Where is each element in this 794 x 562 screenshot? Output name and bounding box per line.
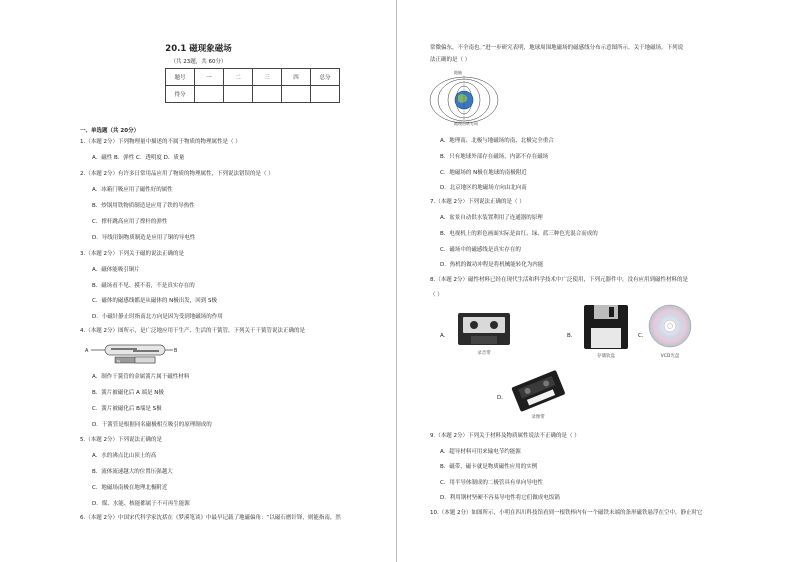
reed-magnet-n: N bbox=[117, 358, 120, 364]
question-8-cont: （ ） bbox=[430, 292, 443, 298]
option: A．超导材料可用来输电节约能源 bbox=[440, 449, 521, 455]
question-1: 1.（本题 2分）下列物理量中描述的不属于物质的物理属性是（ ） bbox=[80, 139, 241, 145]
option: D．干簧管是根据同名磁极相互吸引的原理制成的 bbox=[92, 422, 212, 428]
option: C．磁体的磁感线都是从磁体的 N极出发，回到 S极 bbox=[92, 298, 217, 304]
question-6: 6.（本题 2分）中国宋代科学家沈括在《梦溪笔谈》中最早记载了地磁偏角：“以磁石磨针锋，则能指南，然 bbox=[80, 515, 341, 521]
q8-option-b-letter: B． bbox=[567, 333, 577, 339]
option: C．用半导体制成的二极管具有单向导电性 bbox=[440, 480, 543, 486]
option: A．磁体能吸引铜片 bbox=[92, 267, 140, 273]
option: A．地理南、北极与地磁场的南、北极完全重合 bbox=[440, 138, 554, 144]
option: C．撑杆跳高应用了撑杆的弹性 bbox=[92, 219, 168, 225]
score-header-cell: 题号 bbox=[166, 69, 195, 86]
option: C．地磁场的 N极在地球的南极附近 bbox=[440, 170, 527, 176]
reed-switch-figure bbox=[85, 341, 185, 365]
option: D．北京地区的地磁场方向由北向南 bbox=[440, 185, 527, 191]
earth-rotation-label: 地理自转方向 bbox=[454, 121, 478, 126]
option: A．盆景自动供水装置利用了连通器的原理 bbox=[440, 215, 543, 221]
vcd-disc-icon bbox=[648, 304, 692, 348]
q8-option-b-caption: 存储软盘 bbox=[597, 354, 615, 359]
reed-label-a: A bbox=[85, 348, 89, 354]
score-cell[interactable] bbox=[195, 86, 224, 103]
score-header-cell: 二 bbox=[224, 69, 253, 86]
q8-option-c-caption: VCD光盘 bbox=[660, 354, 680, 359]
reed-label-b: B bbox=[174, 348, 178, 354]
q8-option-d-caption: 录像带 bbox=[531, 415, 545, 420]
question-3: 3.（本题 2分）下列关于磁的说法正确的是 bbox=[80, 251, 184, 257]
question-1-options: A．磁性 B．弹性 C．透明度 D．质量 bbox=[92, 155, 185, 161]
option: A．制作干簧管的金属簧片属于磁性材料 bbox=[92, 374, 190, 380]
question-8: 8.（本题 2分）磁性材料已经在现代生活和科学技术中广泛使用，下列元器件中，没有应用到磁性材料的是 bbox=[430, 277, 688, 283]
q8-option-c-letter: C． bbox=[638, 333, 648, 339]
question-6-cont: 法正确的是（ ） bbox=[430, 57, 471, 63]
option: D．利用钢材坚硬不容易导电性将它们做成电饭锅 bbox=[440, 495, 560, 501]
score-row-label: 得分 bbox=[166, 86, 195, 103]
question-9: 9.（本题 2分）下列关于材料及物质属性说法不正确的是（ ） bbox=[430, 433, 580, 439]
option: A．冰箱门吸应用了磁性好的属性 bbox=[92, 187, 173, 193]
score-header-cell: 一 bbox=[195, 69, 224, 86]
option: B．炒锅用铁物质制造是应用了铁的导热性 bbox=[92, 203, 195, 209]
option: D．小磁针静止时指南北方向是因为受到地磁场的作用 bbox=[92, 314, 223, 320]
option: C．地磁场南极在地理北极附近 bbox=[92, 485, 168, 491]
score-cell[interactable] bbox=[253, 86, 282, 103]
floppy-disk-icon bbox=[583, 304, 629, 350]
earth-axis-label: 地轴 bbox=[454, 70, 462, 75]
q8-option-a-caption: 录音带 bbox=[477, 351, 491, 356]
option: B．电视机上的彩色画面实际是由红、绿、蓝三种色光混合而成的 bbox=[440, 231, 598, 237]
option: B．只有地球外部存在磁场，内部不存在磁场 bbox=[440, 154, 549, 160]
option: B．磁带、磁卡就是物质磁性应用的实例 bbox=[440, 464, 538, 470]
question-6-cont: 常微偏东，不全南也。”进一步研究表明，地球周围地磁场的磁感线分布示意图所示。关于地磁场，下列说 bbox=[430, 45, 684, 51]
option: B．簧片被磁化后 A 端是 N极 bbox=[92, 390, 164, 396]
question-10: 10.（本题 2分）如图所示，小明在四川科技馆看到一根铁棒内有一个磁铁末端的条形磁铁悬浮在空中，静止时它 bbox=[430, 510, 703, 516]
score-header-cell: 三 bbox=[253, 69, 282, 86]
score-table bbox=[165, 68, 340, 103]
option: C．磁场中的磁感线是真实存在的 bbox=[440, 247, 521, 253]
q8-option-d-letter: D． bbox=[497, 395, 507, 401]
score-header-cell: 四 bbox=[282, 69, 311, 86]
score-cell[interactable] bbox=[282, 86, 311, 103]
section-heading: 一、单选题（共 20分） bbox=[80, 128, 140, 134]
cassette-tape-icon bbox=[457, 312, 511, 346]
option: C．簧片被磁化后 B端是 S极 bbox=[92, 406, 162, 412]
page-divider bbox=[396, 0, 397, 562]
page-subtitle: （共 23题，共 60分） bbox=[170, 59, 227, 65]
video-tape-icon bbox=[510, 370, 566, 410]
question-7: 7.（本题 2分）下列说法正确的是（ ） bbox=[430, 199, 525, 205]
question-4: 4.（本题 2分）图所示，是广泛地应用于生产、生活的干簧管，下列关于干簧管说法正确的是 bbox=[80, 328, 305, 334]
option: B．流体流速越大的位置压强越大 bbox=[92, 469, 173, 475]
earth-magnetic-field-figure bbox=[428, 68, 500, 126]
option: A．水的沸点比山顶上的高 bbox=[92, 453, 157, 459]
question-2: 2.（本题 2分）有许多日常用品应用了物质的物理属性，下列说法错误的是（ ） bbox=[80, 171, 274, 177]
page-title: 20.1 磁现象磁场 bbox=[165, 44, 232, 54]
score-cell[interactable] bbox=[311, 86, 340, 103]
score-header-cell: 总分 bbox=[311, 69, 340, 86]
score-cell[interactable] bbox=[224, 86, 253, 103]
option: D．热机的做功冲程是将机械能转化为内能 bbox=[440, 262, 544, 268]
option: B．磁场看不见、摸不着，不是真实存在的 bbox=[92, 283, 195, 289]
option: D．导线用铜物质制造是应用了铜的导电性 bbox=[92, 235, 196, 241]
q8-option-a-letter: A． bbox=[440, 333, 450, 339]
option: D．煤、水能、核能都属于不可再生能源 bbox=[92, 501, 190, 507]
question-5: 5.（本题 2分）下列说法正确的是 bbox=[80, 437, 162, 443]
